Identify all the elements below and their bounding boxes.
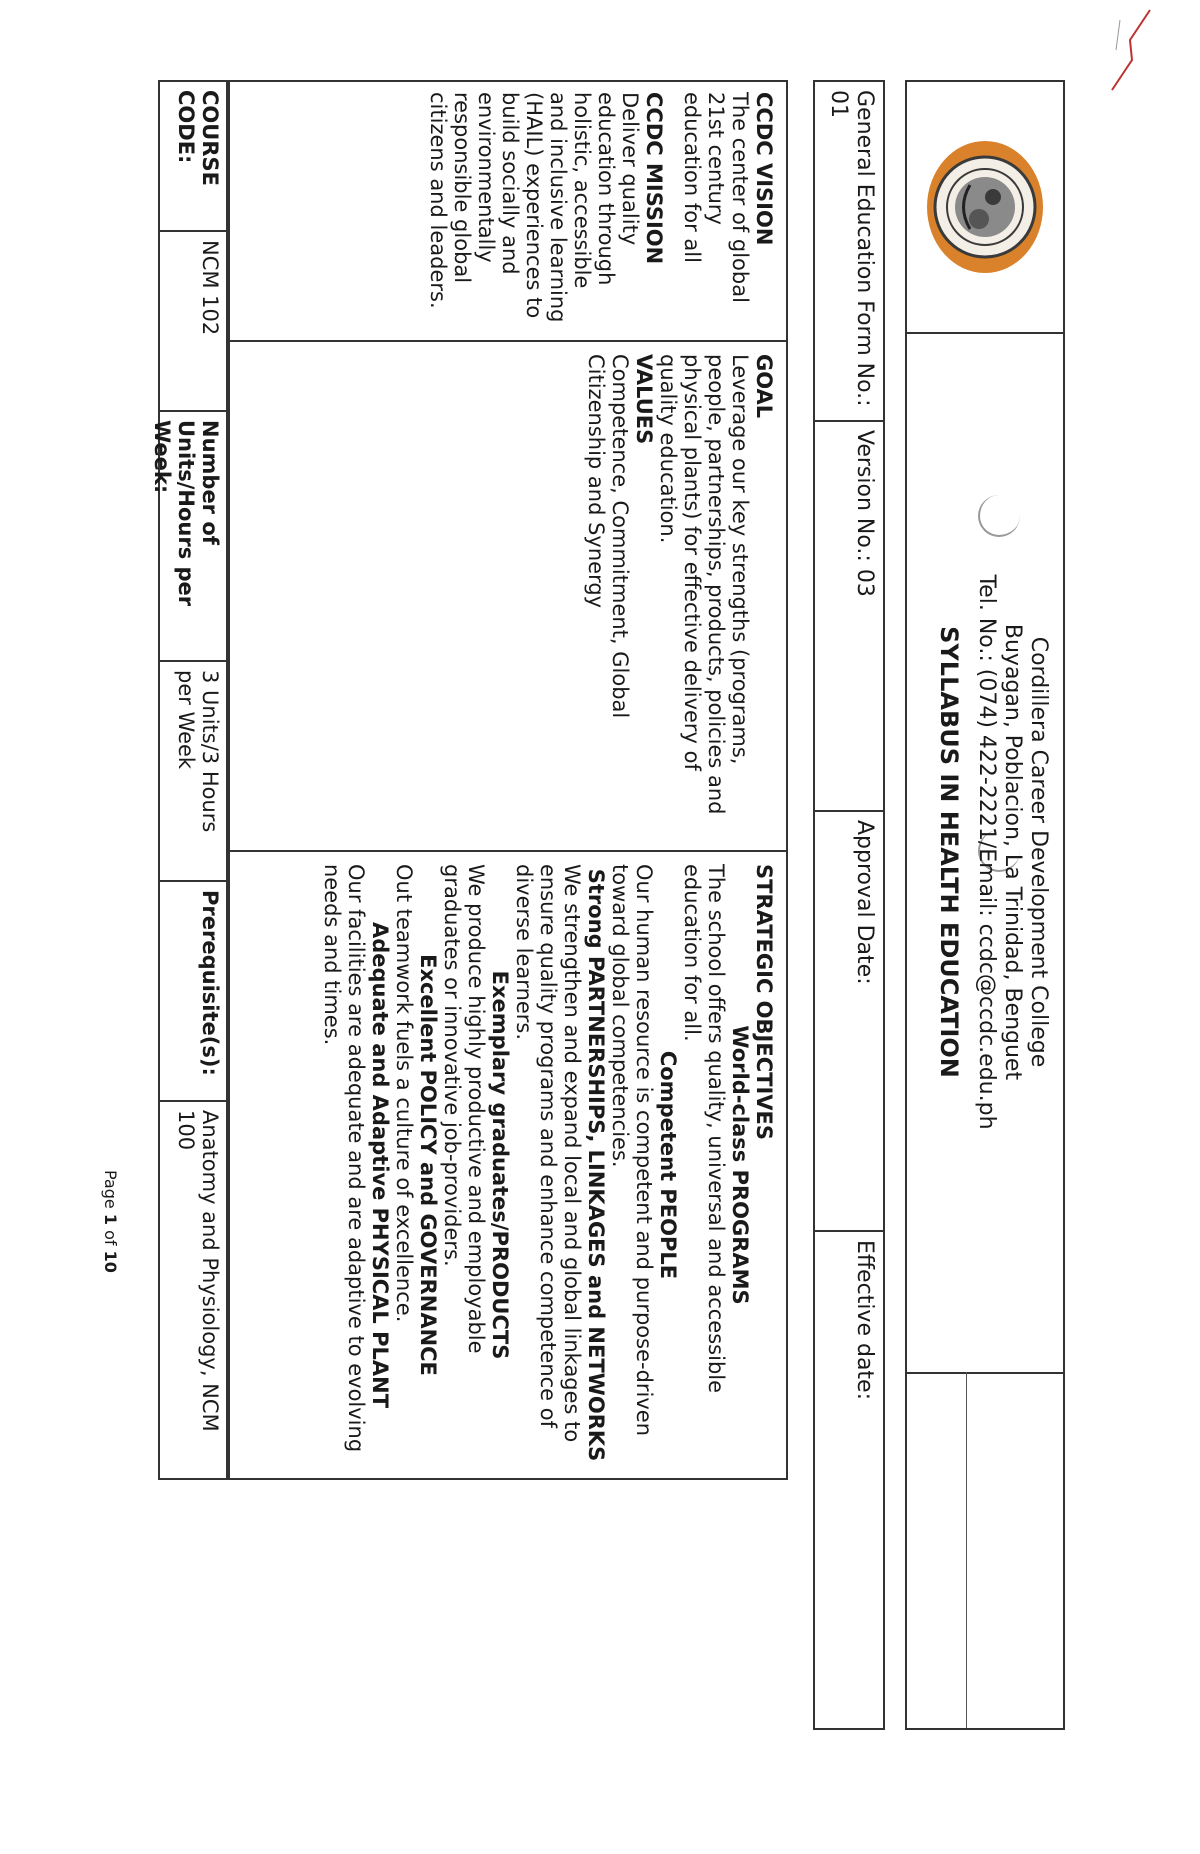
vision-mission-column bbox=[230, 82, 786, 342]
header-blank-divider bbox=[966, 1372, 1063, 1728]
effective-date: Effective date: bbox=[852, 1240, 877, 1400]
objective-text: Out teamwork fuels a culture of excellence. bbox=[392, 864, 416, 1323]
version-number: Version No.: 03 bbox=[815, 422, 883, 812]
college-contact: Tel. No.: (074) 422-2221/Email: ccdc@ccdc.edu.ph bbox=[974, 574, 999, 1130]
goal-heading: GOAL bbox=[752, 354, 776, 419]
page-of: of bbox=[101, 1230, 120, 1246]
college-address: Buyagan, Poblacion, La Trinidad, Benguet bbox=[1000, 623, 1025, 1081]
approval-date: Approval Date: bbox=[815, 812, 883, 1232]
page-label: Page bbox=[101, 1170, 120, 1209]
objective-text: We strengthen and expand local and global linkages to ensure quality programs and enhance competence of diverse learners. bbox=[512, 864, 584, 1443]
header-blank-cell bbox=[907, 1372, 1063, 1728]
page-current: 1 bbox=[101, 1213, 120, 1225]
vision-mission-block bbox=[228, 80, 788, 1480]
course-code-value: NCM 102 bbox=[160, 232, 226, 412]
objective-title: Strong PARTNERSHIPS, LINKAGES and NETWORKS bbox=[584, 868, 608, 1462]
page-title: SYLLABUS IN HEALTH EDUCATION bbox=[935, 626, 963, 1078]
vision-text: The center of global 21st century education for all bbox=[680, 92, 752, 303]
values-text: Competence, Commitment, Global Citizenship and Synergy bbox=[584, 354, 632, 719]
course-code-label: COURSE CODE: bbox=[160, 82, 226, 232]
units-label: Number of Units/Hours per Week: bbox=[160, 412, 226, 662]
college-seal-icon bbox=[915, 137, 1055, 277]
college-name: Cordillera Career Development College bbox=[1026, 636, 1051, 1068]
prerequisite-label: Prerequisite(s): bbox=[160, 882, 226, 1102]
objective-title: Excellent POLICY and GOVERNANCE bbox=[416, 954, 440, 1376]
course-info-row bbox=[150, 80, 228, 1480]
scan-tear-mark bbox=[1100, 0, 1160, 120]
form-info-row bbox=[813, 80, 885, 1730]
strategic-heading: STRATEGIC OBJECTIVES bbox=[752, 864, 776, 1140]
goal-text: Leverage our key strengths (programs, people, partnerships, products, policies and physical plants) for effective delivery of quality education. bbox=[656, 354, 752, 815]
objective-text: We produce highly productive and employable graduates or innovative job-providers. bbox=[440, 864, 488, 1354]
objective-title: World-class PROGRAMS bbox=[728, 1025, 752, 1305]
objective-title: Competent PEOPLE bbox=[656, 1050, 680, 1280]
page-total: 10 bbox=[101, 1250, 120, 1273]
document-header bbox=[905, 80, 1065, 1730]
mission-heading: CCDC MISSION bbox=[642, 92, 666, 265]
logo-cell bbox=[907, 82, 1063, 334]
vision-heading: CCDC VISION bbox=[752, 92, 776, 246]
strategic-objectives-column bbox=[230, 852, 786, 1478]
mission-text: Deliver quality education through holistic, accessible and inclusive learning (HAIL) experiences to build socially and environmentally responsible global citizens and leaders. bbox=[426, 92, 642, 323]
header-text-cell bbox=[907, 332, 1063, 1374]
objective-text: Our human resource is competent and purpose-driven toward global competencies. bbox=[608, 864, 656, 1437]
values-heading: VALUES bbox=[632, 354, 656, 445]
page-number bbox=[101, 1170, 120, 1273]
units-value: 3 Units/3 Hours per Week bbox=[160, 662, 226, 882]
objective-text: The school offers quality, universal and accessible education for all. bbox=[680, 864, 728, 1394]
form-number: General Education Form No.: 01 bbox=[815, 82, 883, 422]
goal-values-column bbox=[230, 342, 786, 852]
prerequisite-value: Anatomy and Physiology, NCM 100 bbox=[174, 1110, 222, 1432]
objective-text: Our facilities are adequate and are adaptive to evolving needs and times. bbox=[320, 864, 368, 1453]
objective-title: Adequate and Adaptive PHYSICAL PLANT bbox=[368, 921, 392, 1409]
objective-title: Exemplary graduates/PRODUCTS bbox=[488, 970, 512, 1360]
